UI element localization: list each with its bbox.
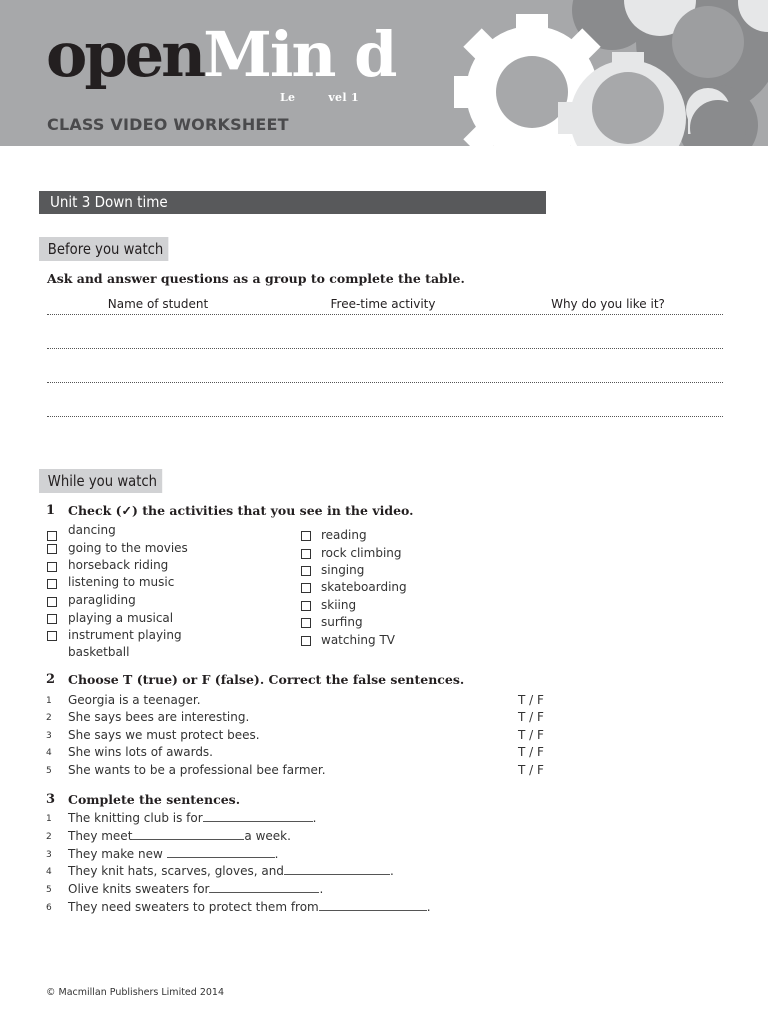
- table-cell-why[interactable]: [497, 424, 719, 448]
- item-number: 1: [46, 696, 52, 706]
- table-cell-name[interactable]: [47, 424, 269, 448]
- answer-blank[interactable]: [203, 811, 313, 822]
- logo-mind-text: Min d: [203, 18, 396, 91]
- table-row-line: [47, 348, 723, 349]
- activity-label: playing a musical: [68, 611, 174, 625]
- checkbox-instrument-playing[interactable]: [47, 631, 57, 641]
- table-cell-name[interactable]: [47, 390, 269, 414]
- checkbox-horseback-riding[interactable]: [47, 562, 57, 572]
- table-cell-why[interactable]: [497, 390, 719, 414]
- sentence-start: They knit hats, scarves, gloves, and: [68, 864, 284, 878]
- sentence-start: The knitting club is for: [68, 811, 203, 825]
- checkbox-rock-climbing[interactable]: [301, 549, 311, 559]
- answer-blank[interactable]: [209, 882, 319, 893]
- table-row-line: [47, 314, 723, 315]
- sentence: [68, 811, 317, 825]
- activity-label: surfing: [321, 615, 363, 629]
- header-banner: [0, 0, 768, 146]
- checkbox-paragliding[interactable]: [47, 597, 57, 607]
- item-number: 3: [46, 850, 52, 860]
- activity-label: horseback riding: [68, 558, 169, 572]
- table-cell-name[interactable]: [47, 356, 269, 380]
- unit-title-bar: [39, 191, 546, 214]
- checkbox-singing[interactable]: [301, 566, 311, 576]
- item-number: 3: [46, 731, 52, 741]
- item-number: 2: [46, 713, 52, 723]
- item-number: 4: [46, 748, 52, 758]
- checkbox-watching-tv[interactable]: [301, 636, 311, 646]
- before-you-watch-heading: [39, 237, 169, 261]
- sentence-start: They meet: [68, 829, 133, 843]
- checkbox-reading[interactable]: [301, 531, 311, 541]
- question-2-text: Choose T (true) or F (false). Correct the false sentences.: [68, 672, 465, 687]
- worksheet-subtitle: CLASS VIDEO WORKSHEET: [47, 115, 289, 134]
- while-you-watch-heading: [39, 469, 162, 493]
- while-heading-text: While you watch: [47, 472, 158, 490]
- checkbox-going-to-the-movies[interactable]: [47, 544, 57, 554]
- sentence: [68, 882, 323, 896]
- answer-blank[interactable]: [284, 864, 390, 875]
- sentence-end: .: [319, 882, 324, 896]
- checkbox-dancing[interactable]: [47, 531, 57, 541]
- true-false-statement: She says bees are interesting.: [68, 710, 250, 724]
- sentence-start: They need sweaters to protect them from: [68, 900, 319, 914]
- column-header-name: Name of student: [107, 297, 209, 311]
- true-false-statement: She wins lots of awards.: [68, 745, 213, 759]
- question-1-number: 1: [46, 503, 56, 518]
- question-3-text: Complete the sentences.: [68, 792, 241, 807]
- table-cell-activity[interactable]: [272, 322, 494, 346]
- table-cell-why[interactable]: [497, 356, 719, 380]
- table-cell-activity[interactable]: [272, 390, 494, 414]
- item-number: 6: [46, 903, 52, 913]
- copyright-footer: © Macmillan Publishers Limited 2014: [46, 987, 224, 998]
- activity-label: watching TV: [321, 633, 395, 647]
- activity-label: reading: [321, 528, 367, 542]
- sentence-end: .: [312, 811, 317, 825]
- logo-open-text: open: [46, 18, 204, 91]
- sentence: [68, 847, 278, 861]
- checkbox-playing-a-musical[interactable]: [47, 614, 57, 624]
- question-2-number: 2: [46, 672, 56, 687]
- sentence-start: They make new: [68, 847, 167, 861]
- sentence: [68, 864, 394, 878]
- column-header-activity: Free-time activity: [330, 297, 436, 311]
- true-false-statement: She says we must protect bees.: [68, 728, 260, 742]
- activity-label: paragliding: [68, 593, 136, 607]
- sentence-end: a week.: [244, 829, 291, 843]
- answer-blank[interactable]: [132, 829, 244, 840]
- activity-label: dancing: [68, 523, 116, 537]
- question-3-number: 3: [46, 792, 56, 807]
- table-cell-why[interactable]: [497, 322, 719, 346]
- activity-label: listening to music: [68, 575, 175, 589]
- before-heading-text: Before you watch: [47, 240, 164, 258]
- column-header-why: Why do you like it?: [551, 297, 665, 311]
- checkbox-listening-to-music[interactable]: [47, 579, 57, 589]
- table-cell-activity[interactable]: [272, 424, 494, 448]
- table-cell-activity[interactable]: [272, 356, 494, 380]
- true-false-choice[interactable]: T / F: [518, 710, 544, 724]
- answer-blank[interactable]: [319, 900, 427, 911]
- table-row-line: [47, 416, 723, 417]
- checkbox-skateboarding[interactable]: [301, 583, 311, 593]
- activity-label: singing: [321, 563, 365, 577]
- sentence: [68, 900, 431, 914]
- table-cell-name[interactable]: [47, 322, 269, 346]
- sentence: [68, 829, 291, 843]
- table-row-line: [47, 382, 723, 383]
- sentence-end: .: [389, 864, 394, 878]
- item-number: 5: [46, 766, 52, 776]
- true-false-choice[interactable]: T / F: [518, 693, 544, 707]
- unit-title: Unit 3 Down time: [50, 193, 168, 211]
- true-false-choice[interactable]: T / F: [518, 745, 544, 759]
- item-number: 2: [46, 832, 52, 842]
- answer-blank[interactable]: [167, 847, 275, 858]
- activity-label: rock climbing: [321, 546, 402, 560]
- item-number: 4: [46, 867, 52, 877]
- question-1-text: Check (✓) the activities that you see in the video.: [68, 503, 414, 518]
- item-number: 5: [46, 885, 52, 895]
- true-false-statement: Georgia is a teenager.: [68, 693, 201, 707]
- true-false-choice[interactable]: T / F: [518, 728, 544, 742]
- checkbox-surfing[interactable]: [301, 618, 311, 628]
- item-number: 1: [46, 814, 52, 824]
- level-label: Le vel 1: [280, 91, 359, 104]
- openmind-logo: [46, 18, 396, 91]
- sentence-end: .: [426, 900, 431, 914]
- true-false-statement: She wants to be a professional bee farmer.: [68, 763, 326, 777]
- sentence-end: .: [274, 847, 279, 861]
- activity-label: skiing: [321, 598, 357, 612]
- activity-label: basketball: [68, 645, 130, 659]
- true-false-choice[interactable]: T / F: [518, 763, 544, 777]
- activity-label: going to the movies: [68, 541, 188, 555]
- activity-label: skateboarding: [321, 580, 407, 594]
- sentence-start: Olive knits sweaters for: [68, 882, 210, 896]
- activity-label: instrument playing: [68, 628, 182, 642]
- before-instruction: Ask and answer questions as a group to complete the table.: [47, 271, 465, 286]
- checkbox-skiing[interactable]: [301, 601, 311, 611]
